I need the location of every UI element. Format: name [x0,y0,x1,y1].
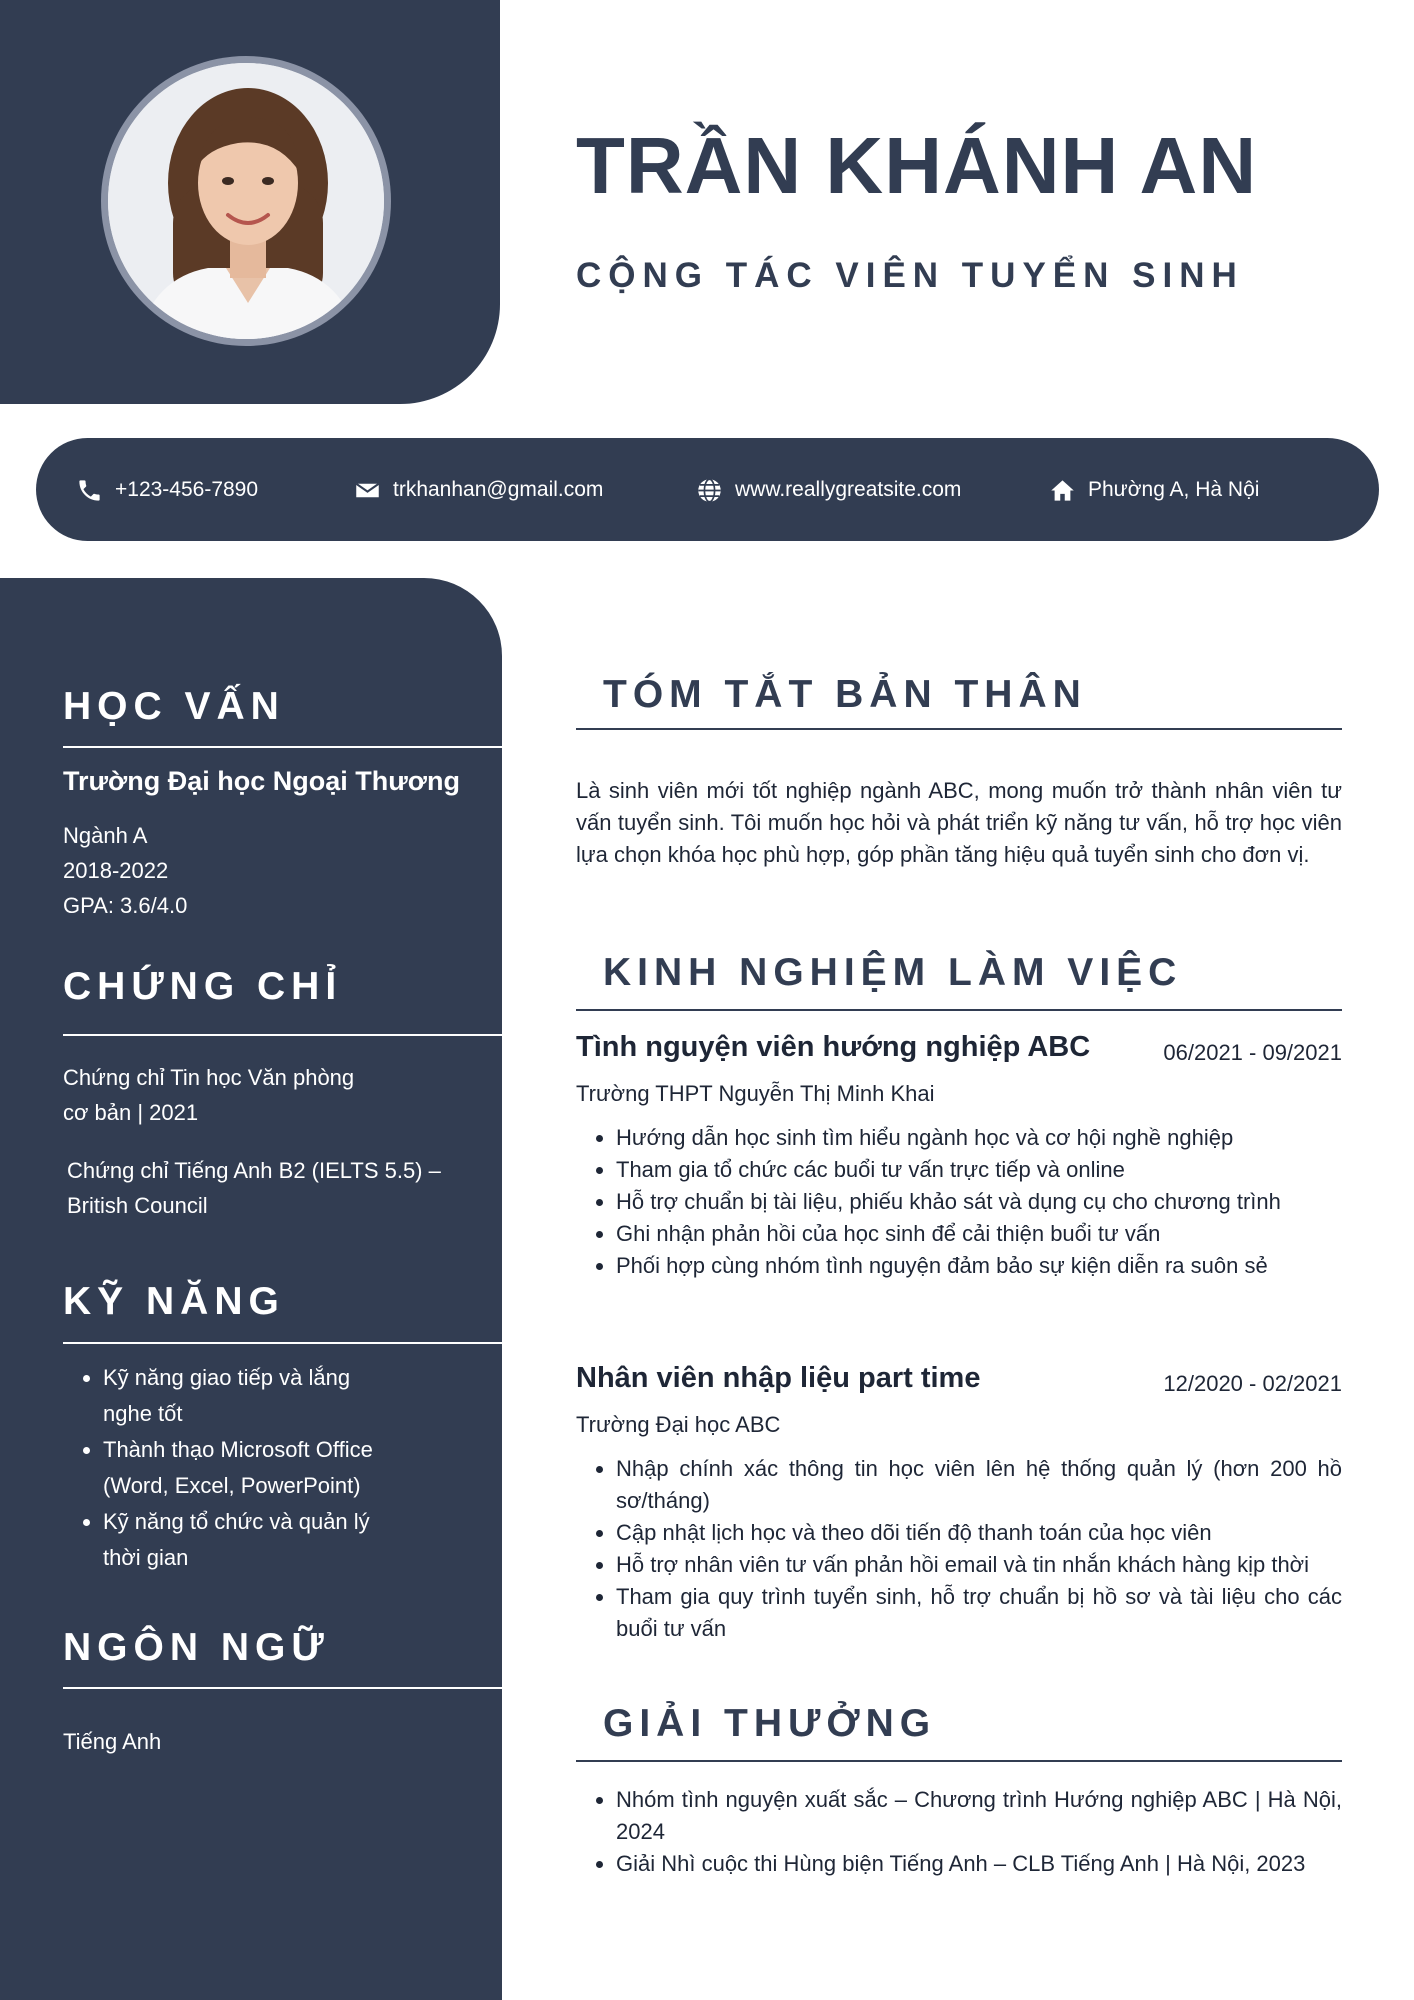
job-bullet: • Phối hợp cùng nhóm tình nguyện đảm bảo sự kiện diễn ra suôn sẻ [616,1250,1342,1282]
phone-text: +123-456-7890 [115,478,259,501]
skills-divider [63,1342,502,1344]
summary-divider [576,728,1342,730]
globe-icon [696,477,723,504]
award-item: • Nhóm tình nguyện xuất sắc – Chương trình Hướng nghiệp ABC | Hà Nội, 2024 [616,1784,1342,1848]
experience-divider [576,1009,1342,1011]
job-dates: 12/2020 - 02/2021 [1163,1371,1342,1396]
job-bullets [576,1122,1342,1282]
education-heading: HỌC VẤN [63,685,285,728]
certificate-line: Chứng chỉ Tiếng Anh B2 (IELTS 5.5) – [67,1158,441,1183]
phone-icon [76,477,103,504]
language-item: Tiếng Anh [63,1729,162,1754]
education-major: Ngành A [63,823,148,848]
skill-item: • Kỹ năng giao tiếp và lắng nghe tốt [103,1360,403,1432]
website-text: www.reallygreatsite.com [735,478,962,501]
education-gpa: GPA: 3.6/4.0 [63,893,188,918]
award-item: • Giải Nhì cuộc thi Hùng biện Tiếng Anh – CLB Tiếng Anh | Hà Nội, 2023 [616,1848,1342,1880]
skills-heading: KỸ NĂNG [63,1280,285,1323]
languages-divider [63,1687,502,1689]
job-dates: 06/2021 - 09/2021 [1163,1040,1342,1065]
certificates-divider [63,1034,502,1036]
skill-item: • Thành thạo Microsoft Office (Word, Excel, PowerPoint) [103,1432,403,1504]
job-organization: Trường Đại học ABC [576,1412,781,1437]
certificate-item [67,1153,441,1223]
education-years: 2018-2022 [63,858,169,883]
mail-icon [354,477,381,504]
skill-item: • Kỹ năng tổ chức và quản lý thời gian [103,1504,403,1576]
job-bullet: • Cập nhật lịch học và theo dõi tiến độ thanh toán của học viên [616,1517,1342,1549]
job-bullet: • Hỗ trợ chuẩn bị tài liệu, phiếu khảo sát và dụng cụ cho chương trình [616,1186,1342,1218]
job-bullet: • Tham gia tổ chức các buổi tư vấn trực tiếp và online [616,1154,1342,1186]
skills-list [63,1360,403,1576]
job-bullet: • Tham gia quy trình tuyển sinh, hỗ trợ chuẩn bị hồ sơ và tài liệu cho các buổi tư vấn [616,1581,1342,1645]
job-bullet: • Hỗ trợ nhân viên tư vấn phản hồi email và tin nhắn khách hàng kịp thời [616,1549,1342,1581]
job-title: Tình nguyện viên hướng nghiệp ABC [576,1031,1091,1063]
job-bullet: • Ghi nhận phản hồi của học sinh để cải thiện buổi tư vấn [616,1218,1342,1250]
job-bullets [576,1453,1342,1645]
awards-divider [576,1760,1342,1762]
school-name: Trường Đại học Ngoại Thương [63,766,460,796]
job-title-headline: CỘNG TÁC VIÊN TUYỂN SINH [576,256,1244,295]
contact-phone [76,474,258,506]
email-text: trkhanhan@gmail.com [393,478,604,501]
address-text: Phường A, Hà Nội [1088,478,1260,501]
awards-list [576,1784,1342,1880]
contact-website [696,474,961,506]
candidate-name: TRẦN KHÁNH AN [576,121,1258,210]
experience-heading: KINH NGHIỆM LÀM VIỆC [603,951,1183,994]
certificate-line: British Council [67,1193,208,1218]
job-organization: Trường THPT Nguyễn Thị Minh Khai [576,1081,935,1106]
certificates-heading: CHỨNG CHỈ [63,965,343,1008]
job-title: Nhân viên nhập liệu part time [576,1362,981,1394]
profile-photo [108,63,384,339]
home-icon [1049,477,1076,504]
awards-heading: GIẢI THƯỞNG [603,1702,937,1745]
summary-text: Là sinh viên mới tốt nghiệp ngành ABC, mong muốn trở thành nhân viên tư vấn tuyển sinh. Tôi muốn học hỏi và phát triển kỹ năng tư vấn, hỗ trợ học viên lựa chọn khóa học phù hợp, góp phần tăng hiệu quả tuyển sinh cho đơn vị. [576,778,1342,867]
languages-heading: NGÔN NGỮ [63,1626,330,1669]
certificate-line: cơ bản | 2021 [63,1100,199,1125]
certificate-item [63,1060,354,1130]
job-bullet: • Hướng dẫn học sinh tìm hiểu ngành học và cơ hội nghề nghiệp [616,1122,1342,1154]
job-bullet: • Nhập chính xác thông tin học viên lên hệ thống quản lý (hơn 200 hồ sơ/tháng) [616,1453,1342,1517]
education-divider [63,746,502,748]
summary-heading: TÓM TẮT BẢN THÂN [603,673,1087,716]
contact-email [354,474,603,506]
contact-address [1049,474,1259,506]
certificate-line: Chứng chỉ Tin học Văn phòng [63,1065,355,1090]
contact-bar [36,438,1379,541]
